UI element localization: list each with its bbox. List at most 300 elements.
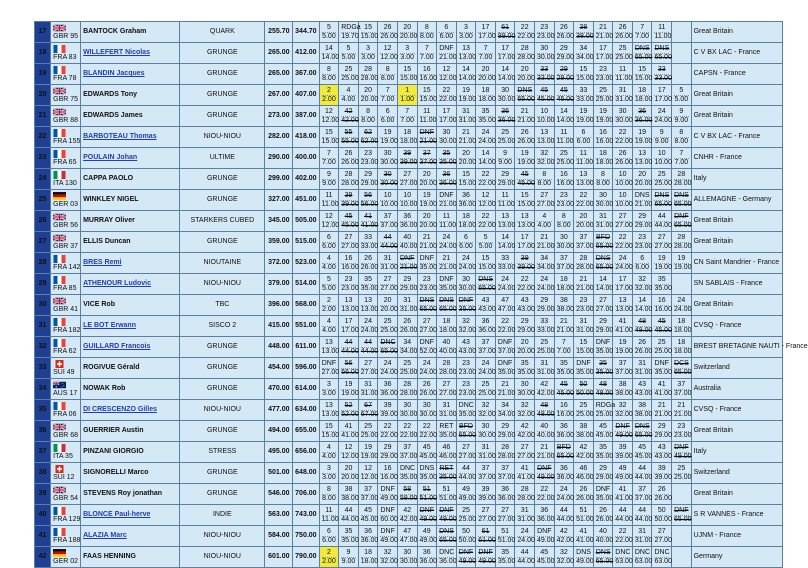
result-row	[35, 442, 783, 463]
race-position: 29	[599, 464, 607, 472]
race-position: 36	[501, 107, 510, 115]
sailor-name: MURRAY Oliver	[81, 211, 180, 232]
race-position: DNC	[439, 548, 455, 556]
race-position: 33	[501, 254, 510, 262]
race-position: 20	[579, 212, 588, 220]
race-score-cell	[672, 295, 692, 316]
race-points: 21.00	[399, 263, 418, 271]
race-points: 6.00	[459, 242, 473, 250]
race-score-cell	[574, 169, 594, 190]
race-points: 27.00	[458, 452, 477, 460]
race-position: 20	[481, 65, 490, 73]
nationality-cell	[51, 505, 81, 526]
sailor-name-link[interactable]: ALAZIA Marc	[81, 526, 180, 547]
race-position: 18	[403, 128, 412, 136]
race-points: 56.00	[360, 200, 379, 208]
club-country: Italy	[691, 442, 782, 463]
sailor-name: ELLIS Duncan	[81, 232, 180, 253]
race-position: 29	[657, 422, 666, 430]
race-points: 15.00	[576, 347, 594, 355]
race-score-cell	[534, 400, 554, 421]
race-position: 23	[540, 23, 549, 31]
sailor-name-link[interactable]: BRES Remi	[81, 253, 180, 274]
race-score-cell	[495, 190, 515, 211]
race-score-cell	[397, 547, 417, 568]
race-points: 26.00	[576, 494, 594, 502]
race-score-cell	[534, 337, 554, 358]
race-points: 17.00	[341, 326, 359, 334]
race-score-cell	[476, 505, 496, 526]
nationality-cell	[51, 22, 81, 43]
race-position: 11	[325, 191, 333, 199]
race-points: 24.00	[360, 326, 379, 334]
race-points: 27.00	[517, 452, 535, 460]
result-row	[35, 169, 783, 190]
race-score-cell	[358, 463, 378, 484]
race-position: 44	[383, 233, 392, 241]
race-position: 39	[657, 464, 666, 472]
race-points: 19.00	[341, 389, 359, 397]
boat-design: NIOU-NIOU	[180, 400, 265, 421]
race-score-cell	[574, 106, 594, 127]
race-points: 10.00	[615, 200, 633, 208]
race-score-cell	[417, 421, 437, 442]
race-points: 16.00	[556, 410, 575, 418]
race-points: 11.00	[321, 200, 339, 208]
race-score-cell	[515, 148, 535, 169]
race-points: 65.00	[654, 200, 672, 208]
race-score-cell	[554, 211, 574, 232]
net-points: 477.00	[265, 400, 293, 421]
race-position: 38	[579, 422, 588, 430]
race-score-cell	[495, 358, 515, 379]
race-score-cell	[476, 64, 496, 85]
race-score-cell	[613, 358, 633, 379]
race-position: 4	[326, 443, 331, 451]
race-position: 19	[344, 380, 353, 388]
race-score-cell	[339, 127, 359, 148]
rank-cell: 40	[35, 505, 51, 526]
race-points: 44.00	[634, 515, 653, 523]
race-score-cell	[593, 442, 613, 463]
race-score-cell	[417, 253, 437, 274]
race-score-cell	[495, 400, 515, 421]
race-position: 24	[462, 254, 470, 262]
race-position: 28	[344, 170, 353, 178]
race-points: 65.00	[517, 95, 535, 103]
sailor-name-link[interactable]: POULAIN Johan	[81, 148, 180, 169]
race-score-cell	[593, 43, 613, 64]
race-position: 6	[640, 254, 645, 262]
club-country: Great Britain	[691, 232, 782, 253]
sailor-name-link[interactable]: WILLEFERT Nicolas	[81, 43, 180, 64]
race-points: 19.00	[576, 116, 594, 124]
race-score-cell	[437, 43, 457, 64]
race-score-cell	[397, 526, 417, 547]
race-points: 26.00	[341, 158, 359, 166]
race-points: 36.00	[439, 179, 457, 187]
sailor-name-link[interactable]: DI CRESCENZO Gilles	[81, 400, 180, 421]
race-score-cell	[397, 463, 417, 484]
race-position: 51	[442, 485, 451, 493]
race-points: 20.00	[458, 158, 477, 166]
race-points: 32.00	[380, 557, 398, 565]
race-points: 19.00	[634, 137, 653, 145]
race-points: 37.00	[478, 473, 496, 481]
race-score-cell	[339, 22, 359, 43]
race-position: 22	[579, 191, 588, 199]
race-score-cell	[574, 316, 594, 337]
race-position: RDGa	[595, 401, 616, 409]
race-score-cell	[476, 190, 496, 211]
rank-cell: 42	[35, 547, 51, 568]
race-score-cell	[378, 190, 398, 211]
rank-cell: 35	[35, 400, 51, 421]
race-points: 17.00	[654, 95, 672, 103]
rank-cell: 25	[35, 190, 51, 211]
race-position: 11	[423, 107, 431, 115]
sailor-name-link[interactable]: GUILLARD Francois	[81, 337, 180, 358]
race-score-cell	[515, 295, 535, 316]
race-score-cell	[397, 400, 417, 421]
race-score-cell	[397, 358, 417, 379]
race-position: 32	[540, 149, 549, 157]
race-points: 8.00	[674, 137, 689, 145]
race-position: 8	[424, 23, 429, 31]
race-position: 22	[481, 170, 490, 178]
race-points: 12.00	[321, 221, 340, 229]
net-points: 494.00	[265, 421, 293, 442]
total-points: 412.00	[293, 43, 320, 64]
race-points: 67.00	[360, 410, 379, 418]
race-score-cell	[476, 337, 496, 358]
race-position: DNF	[419, 128, 434, 136]
race-score-cell	[456, 127, 476, 148]
race-points: 36.00	[634, 116, 653, 124]
race-score-cell	[378, 421, 398, 442]
race-points: 13.00	[321, 410, 340, 418]
race-position: 31	[442, 401, 451, 409]
race-position: 32	[520, 401, 529, 409]
race-position: 6	[326, 233, 331, 241]
race-position: DNF	[674, 506, 689, 514]
race-position: 32	[559, 548, 568, 556]
race-score-cell	[652, 253, 672, 274]
race-points: 49.00	[615, 431, 633, 439]
race-position: 4	[542, 212, 547, 220]
race-score-cell	[495, 295, 515, 316]
race-position: 21	[657, 401, 666, 409]
race-position: 22	[403, 422, 412, 430]
race-score-cell	[515, 211, 535, 232]
race-position: 29	[403, 275, 412, 283]
race-score-cell	[495, 526, 515, 547]
race-position: 27	[403, 170, 412, 178]
race-score-cell	[672, 442, 692, 463]
race-points: 49.00	[536, 536, 555, 544]
race-position: DNS	[419, 296, 435, 304]
race-score-cell	[495, 421, 515, 442]
race-points: 41.00	[654, 389, 672, 397]
race-score-cell	[574, 463, 594, 484]
race-points: 19.00	[419, 200, 438, 208]
race-position: DNS	[634, 44, 650, 52]
race-points: 36.00	[419, 557, 438, 565]
race-score-cell	[378, 148, 398, 169]
race-score-cell	[417, 274, 437, 295]
race-points: 21.00	[576, 284, 594, 292]
race-points: 10.00	[654, 158, 672, 166]
race-points: 14.00	[556, 116, 575, 124]
race-position: 32	[462, 317, 470, 325]
race-points: 25.00	[674, 473, 692, 481]
race-score-cell	[652, 106, 672, 127]
race-points: 43.00	[634, 389, 653, 397]
race-score-cell	[417, 85, 437, 106]
race-points: 11.00	[576, 158, 594, 166]
race-score-cell	[534, 505, 554, 526]
race-position: 19	[677, 254, 686, 262]
race-score-cell	[613, 526, 633, 547]
race-score-cell	[358, 232, 378, 253]
boat-design: GRUNGE	[180, 190, 265, 211]
nationality-cell	[51, 463, 81, 484]
sailor-name-link[interactable]: LE BOT Erwann	[81, 316, 180, 337]
flag-fra-icon	[53, 151, 66, 158]
race-points: 30.00	[497, 95, 516, 103]
race-points: 29.00	[497, 179, 516, 187]
race-points: 21.00	[439, 53, 457, 61]
race-score-cell	[476, 253, 496, 274]
race-points: 36.00	[439, 557, 457, 565]
race-score-cell	[554, 526, 574, 547]
race-points: 40.00	[536, 431, 555, 439]
race-position: 31	[599, 212, 607, 220]
race-points: 27.00	[399, 179, 418, 187]
race-points: 38.00	[556, 305, 575, 313]
race-score-cell	[613, 463, 633, 484]
race-points: 19.00	[380, 137, 398, 145]
boat-design: NIOU-NIOU	[180, 127, 265, 148]
race-points: 31.00	[576, 326, 594, 334]
race-position: 31	[618, 86, 627, 94]
race-points: 36.00	[478, 326, 496, 334]
race-points: 10.00	[380, 200, 398, 208]
race-points: 21.00	[595, 32, 614, 40]
race-position: 11	[501, 191, 509, 199]
race-points: 41.00	[576, 536, 594, 544]
race-score-cell	[554, 106, 574, 127]
total-points: 596.00	[293, 358, 320, 379]
race-position: BFD	[458, 422, 473, 430]
race-position: 21	[540, 233, 549, 241]
race-score-cell	[358, 484, 378, 505]
race-score-cell	[437, 505, 457, 526]
race-points: 20.00	[360, 95, 379, 103]
result-row	[35, 463, 783, 484]
race-points: 27.00	[536, 200, 555, 208]
race-points: 49.00	[380, 494, 398, 502]
race-score-cell	[495, 106, 515, 127]
race-score-cell	[417, 190, 437, 211]
race-position: 27	[501, 506, 510, 514]
race-position: 25	[462, 506, 470, 514]
sailor-name-link[interactable]: BARBOTEAU Thomas	[81, 127, 180, 148]
race-points: 43.00	[654, 452, 672, 460]
race-score-cell	[534, 547, 554, 568]
race-score-cell	[534, 43, 554, 64]
race-score-cell	[397, 169, 417, 190]
race-score-cell	[554, 358, 574, 379]
club-country: Germany	[691, 547, 782, 568]
race-score-cell	[358, 358, 378, 379]
race-position: 22	[520, 23, 529, 31]
race-points: 50.00	[576, 389, 594, 397]
race-score-cell	[339, 505, 359, 526]
race-position: 23	[462, 359, 470, 367]
race-score-cell	[319, 421, 339, 442]
race-position: DNS	[595, 548, 611, 556]
race-score-cell	[339, 274, 359, 295]
boat-design: NIOU-NIOU	[180, 274, 265, 295]
race-score-cell	[417, 400, 437, 421]
race-points: 28.00	[517, 494, 535, 502]
race-points: 45.00	[556, 95, 575, 103]
total-points: 387.00	[293, 106, 320, 127]
race-score-cell	[378, 253, 398, 274]
race-score-cell	[437, 232, 457, 253]
race-score-cell	[456, 211, 476, 232]
net-points: 396.00	[265, 295, 293, 316]
race-score-cell	[397, 43, 417, 64]
race-points: 35.00	[497, 557, 516, 565]
race-position: 10	[618, 170, 627, 178]
race-points: 19.00	[615, 347, 633, 355]
race-score-cell	[319, 463, 339, 484]
race-points: 8.00	[380, 74, 395, 82]
race-position: 32	[618, 401, 627, 409]
race-points: 20.00	[419, 221, 438, 229]
nationality-cell	[51, 127, 81, 148]
sailor-name-link[interactable]: BLONCE Paul-herve	[81, 505, 180, 526]
race-points: 35.00	[654, 368, 672, 376]
race-score-cell	[534, 169, 554, 190]
sail-number: GBR 54	[53, 494, 79, 502]
sailor-name-link[interactable]: ATHENOUR Ludovic	[81, 274, 180, 295]
race-score-cell	[632, 526, 652, 547]
race-points: 29.00	[595, 326, 614, 334]
race-points: 21.00	[517, 116, 535, 124]
race-points: 7.00	[400, 116, 415, 124]
race-position: 8	[601, 170, 605, 178]
race-position: 29	[559, 65, 568, 73]
race-position: 13	[579, 170, 588, 178]
race-position: 19	[638, 128, 647, 136]
race-score-cell	[554, 442, 574, 463]
race-position: 27	[344, 233, 353, 241]
race-score-cell	[613, 22, 633, 43]
race-score-cell	[339, 400, 359, 421]
race-points: 24.00	[654, 116, 672, 124]
race-points: 26.00	[615, 158, 633, 166]
race-position: 19	[520, 149, 529, 157]
race-score-cell	[515, 232, 535, 253]
race-score-cell	[378, 295, 398, 316]
race-points: 38.00	[634, 410, 653, 418]
race-points: 35.00	[595, 347, 614, 355]
race-points: 35.00	[517, 368, 535, 376]
race-points: 26.00	[595, 515, 614, 523]
race-position: 45	[559, 86, 568, 94]
race-position: 41	[618, 485, 627, 493]
race-position: 13	[325, 401, 333, 409]
race-position: 45	[540, 86, 549, 94]
race-score-cell	[632, 316, 652, 337]
race-position: 22	[540, 485, 549, 493]
race-points: 22.00	[399, 431, 418, 439]
result-row	[35, 484, 783, 505]
race-score-cell	[593, 358, 613, 379]
race-position: DNS	[576, 548, 591, 556]
race-points: 31.00	[458, 116, 477, 124]
race-points: 65.00	[595, 242, 614, 250]
flag-gbr-icon	[53, 298, 66, 305]
race-position: DNS	[674, 191, 689, 199]
race-position: 45	[344, 212, 353, 220]
race-position: 45	[599, 422, 607, 430]
race-score-cell	[358, 64, 378, 85]
flag-fra-icon	[53, 529, 66, 536]
race-position: DNC	[380, 338, 396, 346]
sail-number: GBR 68	[53, 431, 79, 439]
race-points: 13.00	[497, 221, 516, 229]
race-position: 25	[559, 149, 568, 157]
race-score-cell	[593, 316, 613, 337]
race-score-cell	[417, 169, 437, 190]
race-position: 26	[618, 23, 627, 31]
race-points: 24.00	[458, 263, 477, 271]
race-points: 19.70	[341, 32, 359, 40]
nationality-cell	[51, 484, 81, 505]
race-score-cell	[613, 232, 633, 253]
race-points: 16.00	[419, 74, 438, 82]
race-position: 29	[501, 422, 510, 430]
result-row	[35, 43, 783, 64]
sail-number: GER 02	[53, 557, 79, 565]
race-points: 35.00	[458, 410, 477, 418]
sailor-name-link[interactable]: BLANDIN Jacques	[81, 64, 180, 85]
race-points: 21.00	[439, 200, 457, 208]
race-score-cell	[515, 400, 535, 421]
race-points: 37.00	[419, 158, 438, 166]
race-position: 44	[559, 506, 568, 514]
race-position: 16	[599, 128, 607, 136]
race-position: 20	[520, 338, 529, 346]
race-score-cell	[397, 274, 417, 295]
race-score-cell	[534, 295, 554, 316]
club-country: Great Britain	[691, 106, 782, 127]
race-position: 19	[462, 86, 470, 94]
race-score-cell	[476, 148, 496, 169]
race-points: 24.00	[478, 368, 496, 376]
race-points: 31.00	[595, 221, 614, 229]
race-position: 25	[677, 464, 686, 472]
race-points: 25.00	[478, 389, 496, 397]
race-score-cell	[554, 316, 574, 337]
sail-number: AUS 17	[53, 389, 78, 397]
race-score-cell	[672, 337, 692, 358]
race-points: 45.00	[536, 95, 555, 103]
